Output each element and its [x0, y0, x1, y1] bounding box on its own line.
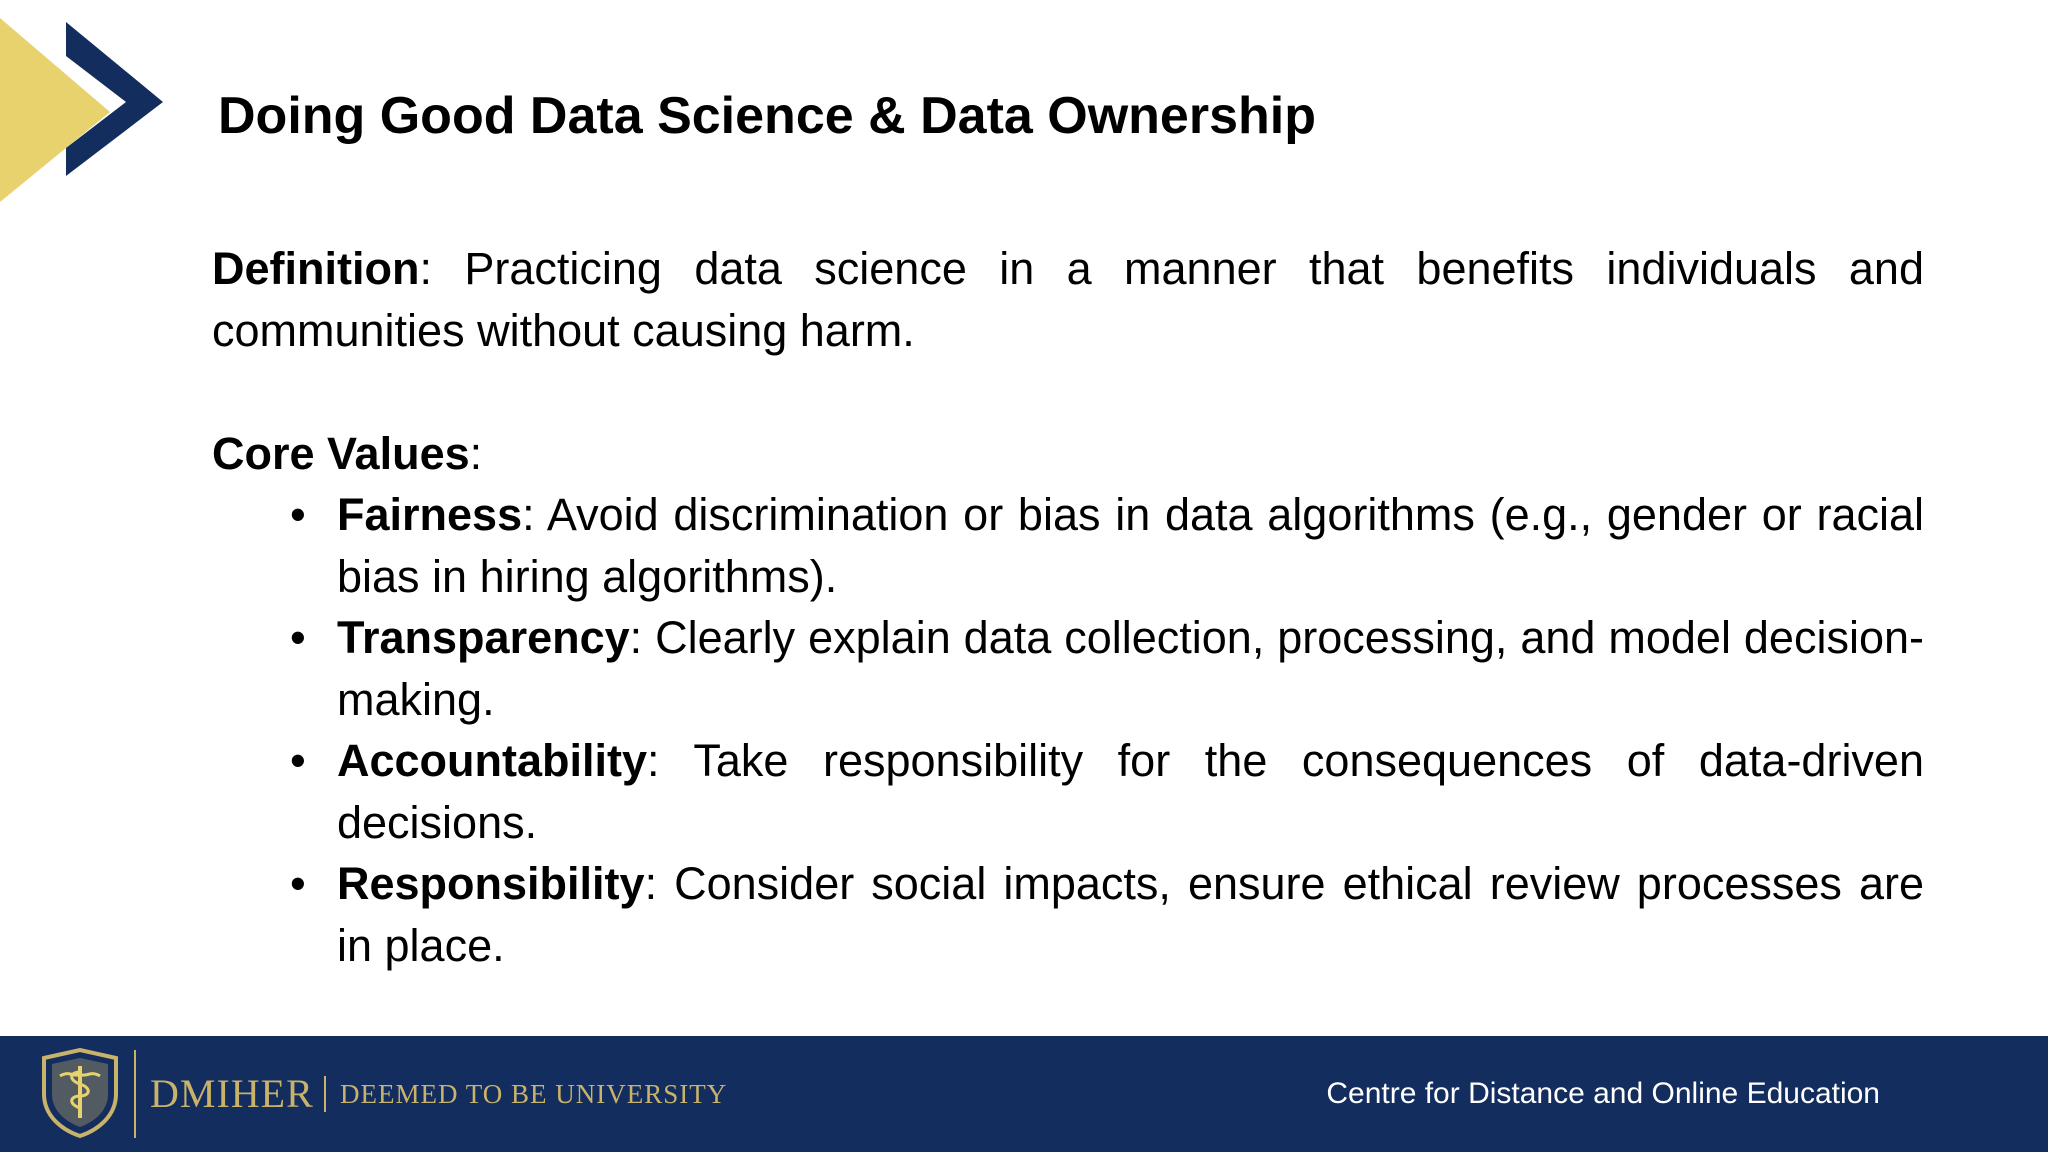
- core-values-separator: :: [469, 427, 483, 479]
- university-crest-icon: [40, 1048, 120, 1138]
- brand-name: DMIHER: [150, 1071, 314, 1116]
- bullet-icon: •: [290, 489, 306, 540]
- paragraph-spacer: [212, 361, 1924, 423]
- core-value-responsibility: [212, 853, 1924, 976]
- definition-text: Practicing data science in a manner that benefits individuals and communities without causing harm.: [212, 243, 1924, 356]
- core-value-label: Transparency: [337, 612, 630, 663]
- definition-label: Definition: [212, 243, 420, 294]
- bullet-icon: •: [290, 858, 306, 909]
- core-value-text: [337, 612, 1924, 725]
- definition-separator: :: [419, 243, 432, 294]
- core-value-fairness: [212, 484, 1924, 607]
- core-value-description: Consider social impacts, ensure ethical review processes are in place.: [337, 858, 1924, 971]
- core-value-transparency: [212, 607, 1924, 730]
- core-value-separator: :: [644, 858, 658, 909]
- footer-bar: [0, 1036, 2048, 1152]
- logo-divider: [134, 1050, 136, 1138]
- core-values-list: [212, 484, 1924, 976]
- bullet-icon: •: [290, 735, 306, 786]
- core-value-description: Take responsibility for the consequences of data-driven decisions.: [337, 735, 1924, 848]
- slide-content: [212, 238, 1924, 976]
- core-value-description: Avoid discrimination or bias in data algorithms (e.g., gender or racial bias in hiring algorithms).: [337, 489, 1924, 602]
- core-value-separator: :: [629, 612, 643, 663]
- brand-tagline: DEEMED TO BE UNIVERSITY: [340, 1079, 728, 1109]
- slide-title: Doing Good Data Science & Data Ownership: [218, 87, 1316, 145]
- core-value-text: [337, 858, 1924, 971]
- brand-separator: [324, 1076, 326, 1112]
- footer-centre-name: Centre for Distance and Online Education: [1326, 1077, 1880, 1110]
- bullet-icon: •: [290, 612, 306, 663]
- core-value-description: Clearly explain data collection, processing, and model decision-making.: [337, 612, 1924, 725]
- core-values-label: Core Values: [212, 427, 470, 479]
- core-value-separator: :: [522, 489, 535, 540]
- corner-chevron-icon: [0, 18, 170, 208]
- core-value-separator: :: [647, 735, 660, 786]
- core-value-text: [337, 489, 1924, 602]
- core-value-accountability: [212, 730, 1924, 853]
- core-value-label: Responsibility: [337, 858, 645, 909]
- definition-paragraph: [212, 238, 1924, 361]
- core-value-label: Fairness: [337, 489, 523, 540]
- core-values-heading: [212, 423, 1924, 485]
- core-value-label: Accountability: [337, 735, 648, 786]
- core-value-text: [337, 735, 1924, 848]
